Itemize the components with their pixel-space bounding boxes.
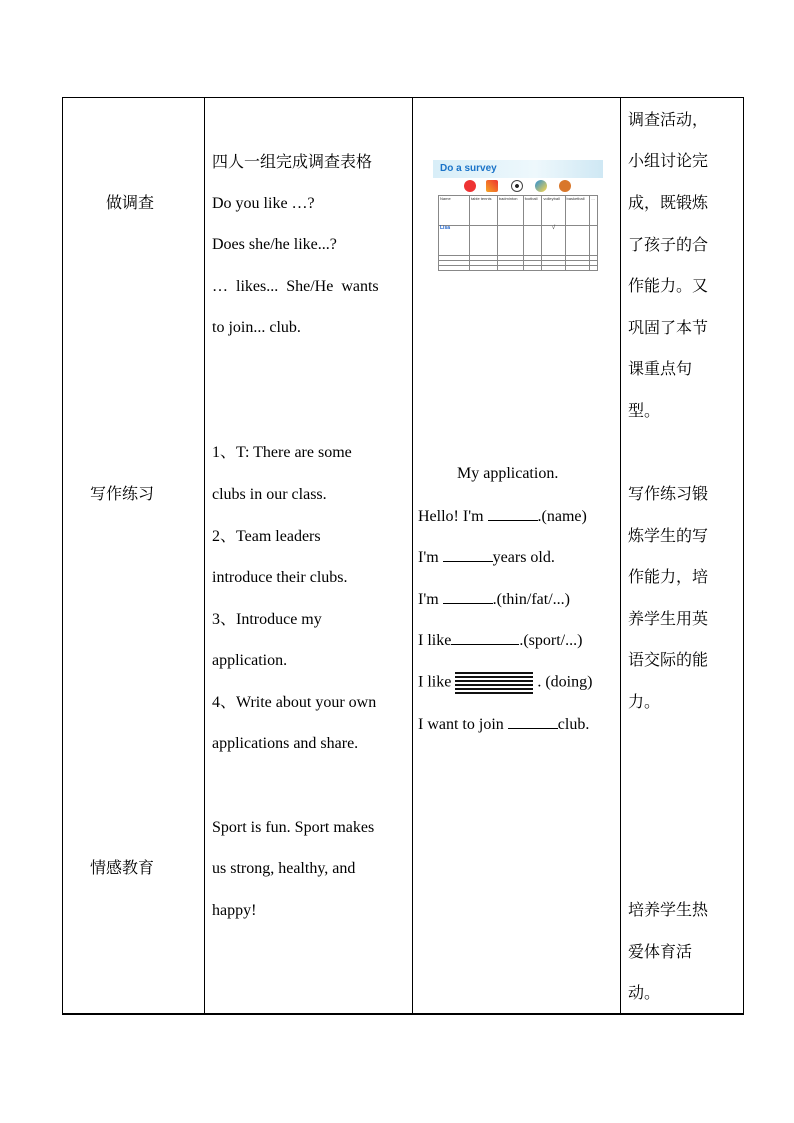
football-icon <box>511 180 523 192</box>
purpose-writing-4: 养学生用英 <box>628 609 709 628</box>
survey-col-header: badminton <box>497 196 523 226</box>
purpose-emotion-2: 爱体育活 <box>628 942 693 961</box>
survey-check: √ <box>542 226 565 256</box>
survey-name-cell: Lisa <box>439 226 470 256</box>
column-divider-3 <box>620 97 621 1014</box>
application-line-build <box>418 589 570 610</box>
activity-writing-line-6: application. <box>212 652 288 669</box>
application-line-club <box>418 714 589 735</box>
column-divider-2 <box>412 97 413 1014</box>
activity-writing-line-7: 4、Write about your own <box>212 694 377 711</box>
activity-emotion-line-1: Sport is fun. Sport makes <box>212 819 375 836</box>
purpose-survey-3: 成，既锻炼 <box>628 193 709 212</box>
survey-col-header: ... <box>590 196 598 226</box>
volleyball-icon <box>535 180 547 192</box>
basketball-icon <box>559 180 571 192</box>
activity-survey-line-3: … likes... She/He wants <box>212 278 379 295</box>
purpose-survey-5: 作能力。又 <box>628 276 709 295</box>
table-right-border <box>743 97 744 1014</box>
activity-writing-line-5: 3、Introduce my <box>212 611 322 628</box>
application-heading: My application. <box>457 465 559 482</box>
purpose-survey-7: 课重点句 <box>628 359 693 378</box>
application-line-age <box>418 547 555 568</box>
activity-emotion-line-2: us strong, healthy, and <box>212 860 356 877</box>
application-line-doing <box>418 672 592 694</box>
application-line-name <box>418 506 587 527</box>
survey-table <box>438 195 598 271</box>
survey-image <box>433 160 603 272</box>
purpose-writing-1: 写作练习锻 <box>628 484 709 503</box>
survey-row <box>439 266 598 271</box>
purpose-survey-4: 了孩子的合 <box>628 235 709 254</box>
activity-writing-line-1: 1、T: There are some <box>212 444 352 461</box>
survey-row <box>439 226 598 256</box>
blank-field <box>508 714 558 729</box>
application-line-text: Hello! I'm <box>418 508 488 525</box>
survey-col-header: football <box>523 196 542 226</box>
table-tennis-icon <box>464 180 476 192</box>
application-line-text: I'm <box>418 591 443 608</box>
purpose-survey-8: 型。 <box>628 401 661 420</box>
activity-writing-line-8: applications and share. <box>212 735 359 752</box>
purpose-writing-3: 作能力，培 <box>628 567 709 586</box>
survey-col-header: basketball <box>565 196 590 226</box>
activity-survey-line-1: Do you like …? <box>212 195 315 212</box>
application-line-text: I like <box>418 673 456 691</box>
activity-writing-line-2: clubs in our class. <box>212 486 327 503</box>
application-line-text: .(sport/...) <box>519 632 583 649</box>
column-divider-1 <box>204 97 205 1014</box>
application-line-text: . (doing) <box>533 673 593 691</box>
activity-writing-line-3: 2、Team leaders <box>212 528 321 545</box>
purpose-writing-6: 力。 <box>628 692 661 711</box>
survey-col-header: Name <box>439 196 470 226</box>
survey-col-header: table tennis <box>470 196 498 226</box>
table-left-border <box>62 97 63 1014</box>
purpose-survey-6: 巩固了本节 <box>628 318 709 337</box>
purpose-survey-2: 小组讨论完 <box>628 151 709 170</box>
activity-survey-line-4: to join... club. <box>212 319 301 336</box>
activity-writing-line-4: introduce their clubs. <box>212 569 348 586</box>
striped-blank <box>455 672 533 694</box>
application-line-text: .(name) <box>537 508 587 525</box>
blank-field <box>443 547 493 562</box>
purpose-survey-1: 调查活动， <box>628 110 709 129</box>
application-line-text: years old. <box>492 549 555 566</box>
survey-col-header: volleyball <box>542 196 565 226</box>
activity-emotion-line-3: happy! <box>212 902 257 919</box>
badminton-icon <box>486 180 498 192</box>
purpose-writing-5: 语交际的能 <box>628 650 709 669</box>
stage-writing: 写作练习 <box>90 484 155 503</box>
blank-field <box>451 630 519 645</box>
stage-emotion: 情感教育 <box>90 858 155 877</box>
application-line-text: .(thin/fat/...) <box>492 591 570 608</box>
application-line-sport <box>418 630 582 651</box>
application-line-text: club. <box>557 716 590 733</box>
activity-survey-zh: 四人一组完成调查表格 <box>212 152 373 171</box>
survey-title: Do a survey <box>440 163 497 174</box>
application-line-text: I'm <box>418 549 443 566</box>
survey-header-row <box>439 196 598 226</box>
table-top-border <box>62 97 744 98</box>
stage-survey: 做调查 <box>106 193 155 212</box>
blank-field <box>443 589 493 604</box>
purpose-writing-2: 炼学生的写 <box>628 526 709 545</box>
purpose-emotion-3: 动。 <box>628 983 661 1002</box>
application-line-text: I like <box>418 632 452 649</box>
table-bottom-border <box>62 1013 744 1015</box>
blank-field <box>488 506 538 521</box>
activity-survey-line-2: Does she/he like...? <box>212 236 337 253</box>
application-line-text: I want to join <box>418 716 508 733</box>
purpose-emotion-1: 培养学生热 <box>628 900 709 919</box>
